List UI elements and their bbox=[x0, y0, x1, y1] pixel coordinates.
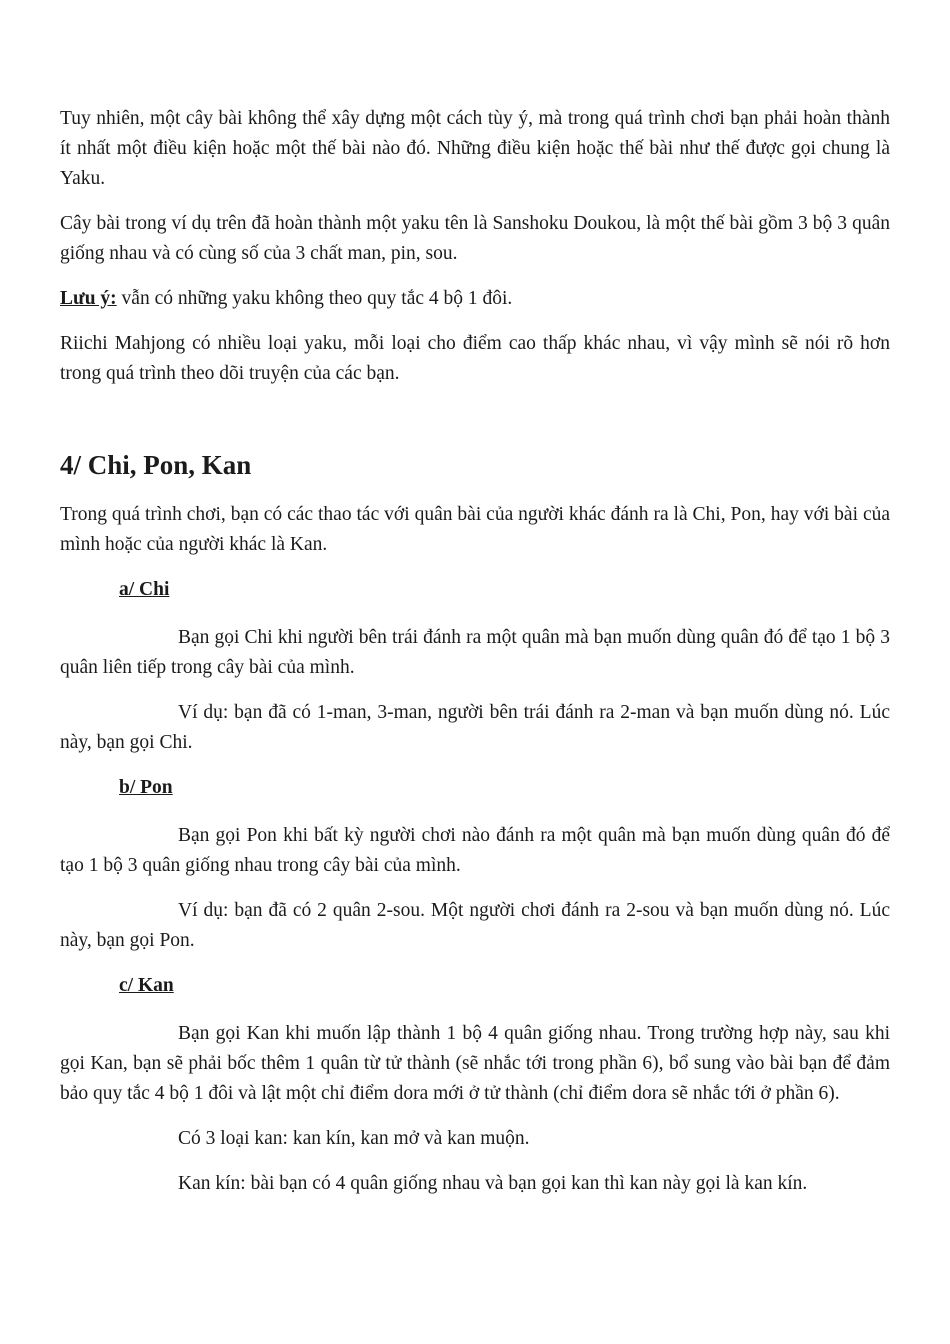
paragraph-sanshoku: Cây bài trong ví dụ trên đã hoàn thành một yaku tên là Sanshoku Doukou, là một thế bài gồm 3 bộ 3 quân giống nhau và có cùng số của 3 chất man, pin, sou. bbox=[60, 213, 890, 264]
paragraph-kan-types: Có 3 loại kan: kan kín, kan mở và kan muộn. bbox=[178, 1128, 530, 1149]
paragraph-pon-example: Ví dụ: bạn đã có 2 quân 2-sou. Một người chơi đánh ra 2-sou và bạn muốn dùng nó. Lúc này, bạn gọi Pon. bbox=[60, 900, 890, 951]
paragraph-chi-rule: Bạn gọi Chi khi người bên trái đánh ra một quân mà bạn muốn dùng quân đó để tạo 1 bộ 3 quân liên tiếp trong cây bài của mình. bbox=[60, 627, 890, 678]
note-label: Lưu ý: bbox=[60, 288, 117, 309]
paragraph-kan-closed: Kan kín: bài bạn có 4 quân giống nhau và bạn gọi kan thì kan này gọi là kan kín. bbox=[178, 1173, 808, 1194]
paragraph-note bbox=[60, 284, 890, 314]
paragraph-kan-rule: Bạn gọi Kan khi muốn lập thành 1 bộ 4 quân giống nhau. Trong trường hợp này, sau khi gọi Kan, bạn sẽ phải bốc thêm 1 quân từ tử thành (sẽ nhắc tới trong phần 6), bổ sung vào bài bạn để đảm bảo quy tắc 4 bộ 1 đôi và lật một chỉ điểm dora mới ở tử thành (chỉ điểm dora sẽ nhắc tới ở phần 6). bbox=[60, 1023, 890, 1104]
paragraph-section-intro: Trong quá trình chơi, bạn có các thao tác với quân bài của người khác đánh ra là Chi, Pon, hay với bài của mình hoặc của người khác là Kan. bbox=[60, 504, 890, 555]
paragraph-riichi-yaku: Riichi Mahjong có nhiều loại yaku, mỗi loại cho điểm cao thấp khác nhau, vì vậy mình sẽ nói rõ hơn trong quá trình theo dõi truyện của các bạn. bbox=[60, 333, 890, 384]
subsection-heading-pon: b/ Pon bbox=[119, 777, 173, 798]
paragraph-chi-example: Ví dụ: bạn đã có 1-man, 3-man, người bên trái đánh ra 2-man và bạn muốn dùng nó. Lúc này, bạn gọi Chi. bbox=[60, 702, 890, 753]
subsection-heading-chi: a/ Chi bbox=[119, 579, 170, 600]
paragraph-yaku-intro: Tuy nhiên, một cây bài không thể xây dựng một cách tùy ý, mà trong quá trình chơi bạn phải hoàn thành ít nhất một điều kiện hoặc một thế bài nào đó. Những điều kiện hoặc thế bài như thế được gọi chung là Yaku. bbox=[60, 108, 890, 189]
document-body bbox=[60, 104, 890, 1199]
note-text: vẫn có những yaku không theo quy tắc 4 bộ 1 đôi. bbox=[116, 288, 513, 309]
paragraph-pon-rule: Bạn gọi Pon khi bất kỳ người chơi nào đánh ra một quân mà bạn muốn dùng quân đó để tạo 1 bộ 3 quân giống nhau trong cây bài của mình. bbox=[60, 825, 890, 876]
subsection-heading-kan: c/ Kan bbox=[119, 975, 174, 996]
section-heading-chi-pon-kan: 4/ Chi, Pon, Kan bbox=[60, 450, 252, 480]
